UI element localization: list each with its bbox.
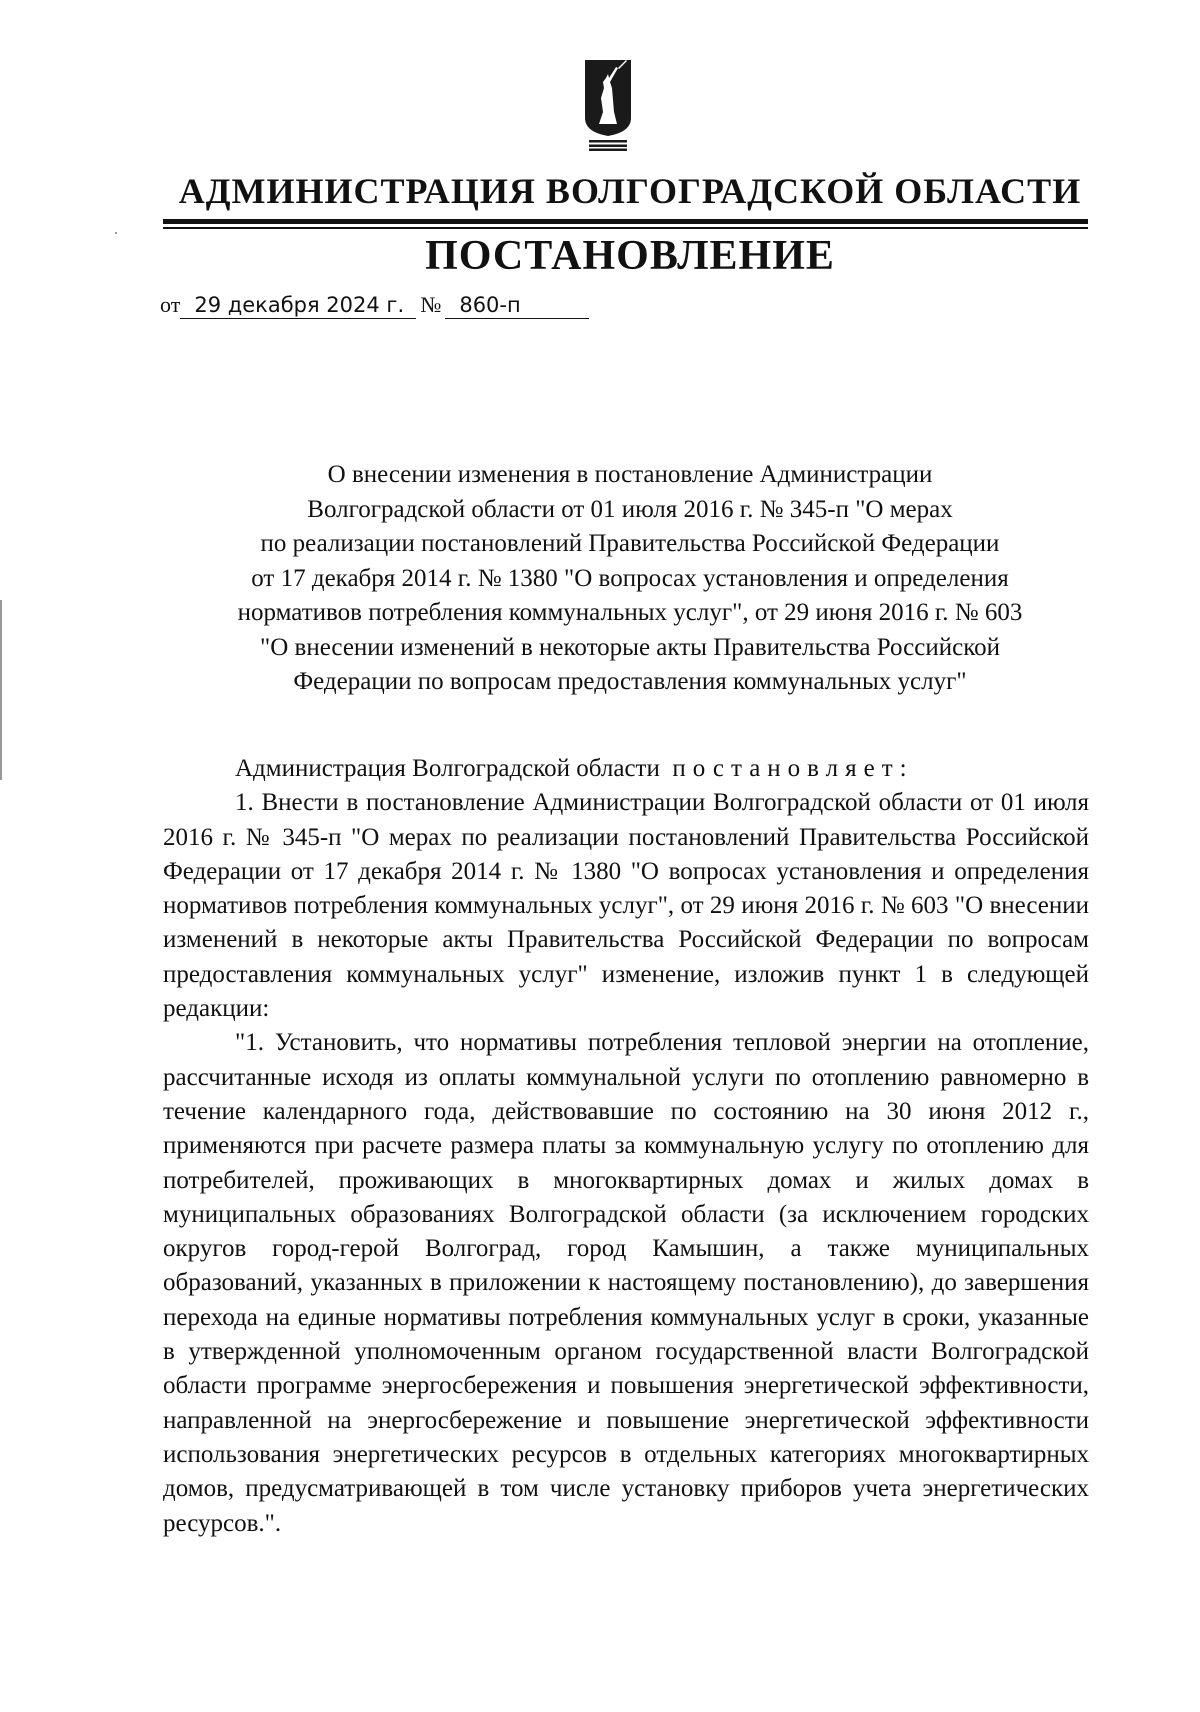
subject-line: от 17 декабря 2014 г. № 1380 "О вопросах установления и определения: [251, 564, 1009, 592]
document-number: 860-п: [445, 292, 589, 319]
header-divider-thin: [163, 227, 1088, 229]
document-subject: [160, 458, 1100, 700]
number-label: №: [420, 292, 442, 317]
subject-line: нормативов потребления коммунальных услуг", от 29 июня 2016 г. № 603: [237, 599, 1023, 626]
enacting-verb: постановляет:: [672, 755, 914, 782]
subject-line: Волгоградской области от 01 июля 2016 г. № 345-п "О мерах: [307, 495, 953, 523]
header-divider-thick: [163, 219, 1088, 224]
date-from-label: от: [160, 292, 181, 317]
document-date: 29 декабря 2024 г.: [180, 292, 416, 319]
subject-line: по реализации постановлений Правительства Российской Федерации: [260, 530, 1000, 557]
scan-dot: [115, 232, 117, 234]
coat-of-arms-icon: [583, 58, 633, 151]
document-body: [163, 752, 1089, 1541]
organization-title: АДМИНИСТРАЦИЯ ВОЛГОГРАДСКОЙ ОБЛАСТИ: [178, 171, 1082, 211]
paragraph-2: "1. Установить, что нормативы потребления тепловой энергии на отопление, рассчитанные исходя из оплаты коммунальной услуги по отоплению равномерно в течение календарного года, действовавшие по состоянию на 30 июня 2012 г., применяются при расчете размера платы за коммунальную услугу по отоплению для потребителей, проживающих в многоквартирных домах и жилых домах в муниципальных образованиях Волгоградской области (за исключением городских округов город-герой Волгоград, город Камышин, а также муниципальных образований, указанных в приложении к настоящему постановлению), до завершения перехода на единые нормативы потребления коммунальных услуг в сроки, указанные в утвержденной уполномоченным органом государственной власти Волгоградской области программе энергосбережения и повышения энергетической эффективности, направленной на энергосбережение и повышение энергетической эффективности использования энергетических ресурсов в отдельных категориях многоквартирных домов, предусматривающей в том числе установку приборов учета энергетических ресурсов.".: [163, 1029, 1089, 1537]
enacting-clause: [163, 752, 1089, 786]
subject-line: "О внесении изменений в некоторые акты Правительства Российской: [260, 633, 1000, 661]
paragraph-1: 1. Внести в постановление Администрации Волгоградской области от 01 июля 2016 г. № 345-п "О мерах по реализации постановлений Правительства Российской Федерации от 17 декабря 2014 г. № 1380 "О вопросах установления и определения нормативов потребления коммунальных услуг", от 29 июня 2016 г. № 603 "О внесении изменений в некоторые акты Правительства Российской Федерации по вопросам предоставления коммунальных услуг" изменение, изложив пункт 1 в следующей редакции:: [163, 789, 1089, 1023]
subject-line: Федерации по вопросам предоставления коммунальных услуг": [293, 668, 967, 695]
document-type: ПОСТАНОВЛЕНИЕ: [425, 233, 835, 279]
date-number-line: [160, 292, 589, 319]
subject-line: О внесении изменения в постановление Администрации: [327, 461, 933, 488]
enacting-subject: Администрация Волгоградской области: [235, 755, 660, 782]
scan-edge-mark: [0, 600, 2, 780]
